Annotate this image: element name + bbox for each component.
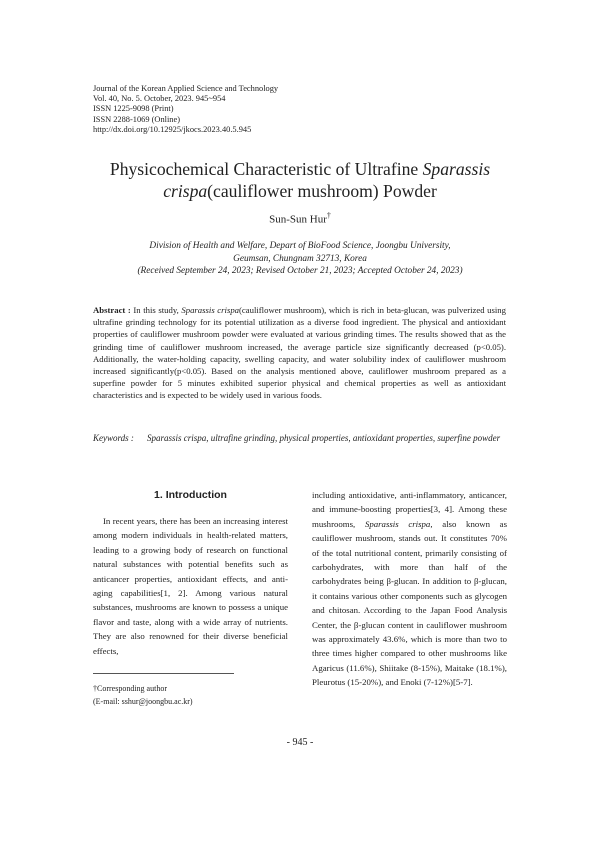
right-column — [312, 488, 507, 690]
footnote-corresponding: †Corresponding author — [93, 684, 167, 693]
author-name: Sun-Sun Hur — [269, 213, 327, 226]
abstract-label: Abstract : — [93, 305, 131, 315]
title-line2-suffix: (cauliflower mushroom) Powder — [207, 181, 437, 201]
received-dates: (Received September 24, 2023; Revised October 21, 2023; Accepted October 24, 2023) — [137, 266, 463, 277]
page-number: - 945 - — [286, 737, 314, 748]
keywords-label: Keywords : — [93, 433, 134, 443]
journal-name: Journal of the Korean Applied Science and Technology — [93, 84, 279, 93]
abstract — [93, 304, 506, 402]
title-line1-italic: Sparassis — [422, 159, 491, 179]
journal-info — [93, 84, 278, 135]
intro-right-paragraph — [312, 488, 507, 690]
intro-right-part2: , also known as cauliflower mushroom, stands out. It constitutes 70% of the total nutritional content, primarily consisting of carbohydrates, with more than half of the carbohydrates being β-glucan. In addition to β-glucan, it contains various other components such as glycogen and chitosan. According to the Japan Food Analysis Center, the β-glucan content in cauliflower mushroom was approximately 43.6%, which is more than two to three times higher compared to other mushrooms like Agaricus (11.6%), Shiitake (8-15%), Maitake (18.1%), Pleurotus (15-20%), and Enoki (7-12%)[5-7]. — [312, 518, 507, 688]
affiliation-line1: Division of Health and Welfare, Depart of BioFood Science, Joongbu University, — [149, 241, 451, 251]
title-line1-prefix: Physicochemical Characteristic of Ultrafine — [109, 159, 423, 179]
abstract-lead: In this study, — [130, 305, 182, 315]
issn-online: ISSN 2288-1069 (Online) — [93, 114, 181, 124]
footnote — [93, 682, 193, 708]
footnote-rule — [93, 673, 234, 674]
issn-print: ISSN 1225-9098 (Print) — [93, 104, 174, 114]
left-column — [93, 488, 288, 658]
paper-title — [60, 158, 540, 202]
title-line2-italic: crispa — [163, 181, 208, 201]
journal-volume: Vol. 40, No. 5. October, 2023. 945~954 — [93, 94, 226, 104]
intro-left-paragraph: In recent years, there has been an increasing interest among modern individuals in health-related matters, leading to a growing body of research on functional natural substances with potential benefits such as anticancer properties, antioxidant effects, and anti-aging capabilities[1, 2]. Among various natural substances, mushrooms are known to possess a unique flavor and taste, along with a wide array of nutrients. They are also renowned for their diverse beneficial effects, — [93, 516, 288, 656]
footnote-email: (E-mail: sshur@joongbu.ac.kr) — [93, 697, 193, 706]
intro-right-part1: including antioxidative, anti-inflammatory, anticancer, and immune-boosting properties[3, 4]. Among these mushrooms, — [312, 490, 507, 529]
doi-link[interactable]: http://dx.doi.org/10.12925/jkocs.2023.40.5.945 — [93, 124, 252, 134]
section-heading: 1. Introduction — [154, 489, 227, 501]
abstract-body: (cauliflower mushroom), which is rich in beta-glucan, was pulverized using ultrafine grinding technology for its potential utilization as a diverse food ingredient. The physical and antioxidant properties of cauliflower mushroom powder were evaluated at various grinding times. The results showed that as the grinding time of cauliflower mushroom increased, the average particle size significantly decreased (p<0.05). Additionally, the water-holding capacity, swelling capacity, and water solubility index of cauliflower mushroom increased significantly(p<0.05). Based on the analysis mentioned above, cauliflower mushroom prepared as a superfine powder for 5 minutes exhibited superior physical and chemical properties as well as antioxidant characteristics and is expected to be widely used in various foods. — [93, 305, 506, 401]
keywords — [93, 432, 506, 445]
keywords-text: Sparassis crispa, ultrafine grinding, physical properties, antioxidant properties, superfine powder — [147, 433, 501, 443]
affiliation — [40, 240, 560, 278]
intro-right-species: Sparassis crispa — [364, 518, 431, 529]
author-mark: † — [326, 211, 331, 220]
affiliation-line2: Geumsan, Chungnam 32713, Korea — [233, 253, 367, 264]
abstract-species: Sparassis crispa — [181, 305, 240, 315]
author — [0, 211, 600, 226]
